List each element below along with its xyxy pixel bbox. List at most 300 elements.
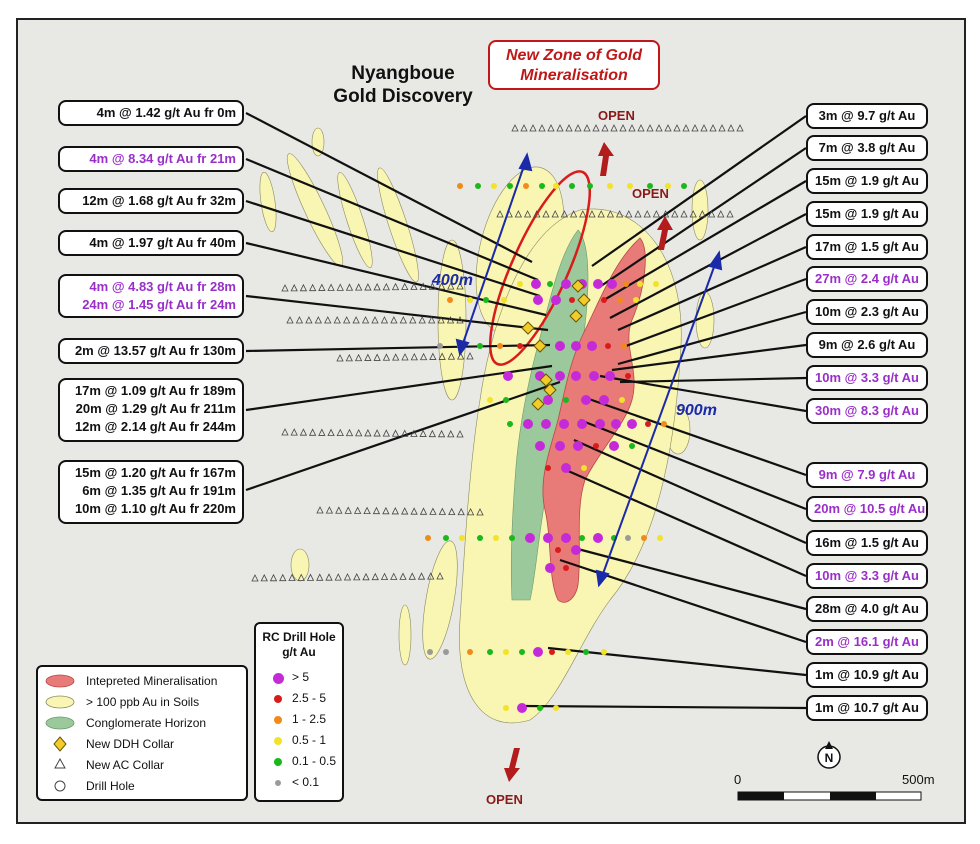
drill-hole-marker — [629, 443, 635, 449]
rc-drill-legend — [254, 622, 344, 802]
intercept-text: 17m @ 1.5 g/t Au — [815, 239, 919, 254]
drill-hole-marker — [425, 535, 431, 541]
drill-hole-marker — [565, 649, 571, 655]
drill-hole-marker — [593, 533, 603, 543]
drill-hole-marker — [555, 547, 561, 553]
drill-hole-marker — [555, 371, 565, 381]
ac-collar-marker — [383, 430, 389, 436]
north-arrow-icon — [814, 740, 844, 770]
drill-hole-marker — [547, 281, 553, 287]
ac-collar-marker — [718, 211, 724, 217]
drill-hole-marker — [483, 297, 489, 303]
ac-collar-marker — [626, 211, 632, 217]
ac-collar-marker — [393, 354, 399, 360]
drill-hole-marker — [543, 533, 553, 543]
drill-hole-marker — [491, 183, 497, 189]
intercept-text: 15m @ 1.9 g/t Au — [815, 206, 919, 221]
soil-anomaly — [280, 150, 351, 271]
drill-hole-marker — [579, 535, 585, 541]
ac-collar-marker — [337, 430, 343, 436]
ac-collar-marker — [512, 125, 518, 131]
drill-hole-marker — [459, 535, 465, 541]
ac-collar-marker — [363, 317, 369, 323]
ac-collar-marker — [727, 211, 733, 217]
arrowhead — [710, 253, 721, 269]
new-zone-callout — [488, 40, 660, 90]
left-intercept-label — [58, 378, 244, 442]
scale-start: 0 — [734, 772, 742, 787]
ac-collar-marker — [383, 284, 389, 290]
intercept-text: 17m @ 1.09 g/t Au fr 189m — [74, 383, 236, 398]
ac-collar-marker — [365, 355, 371, 361]
ac-collar-marker — [448, 431, 454, 437]
drill-hole-marker — [605, 343, 611, 349]
right-intercept-label — [806, 332, 928, 358]
intercept-text: 10m @ 1.10 g/t Au fr 220m — [74, 501, 236, 516]
drill-hole-marker — [447, 297, 453, 303]
soil-anomaly — [399, 605, 411, 665]
rc-legend-dot — [273, 673, 284, 684]
open-arrow-north-1 — [598, 142, 614, 176]
ac-collar-marker — [356, 430, 362, 436]
ac-collar-marker — [391, 574, 397, 580]
intercept-text: 2m @ 16.1 g/t Au — [815, 634, 919, 649]
circle-icon — [55, 781, 65, 791]
intercept-text: 16m @ 1.5 g/t Au — [815, 535, 919, 550]
ac-collar-marker — [665, 125, 671, 131]
map-legend — [36, 665, 248, 801]
drill-hole-marker — [507, 183, 513, 189]
drill-hole-marker — [645, 421, 651, 427]
drill-hole-marker — [533, 295, 543, 305]
drill-hole-marker — [601, 649, 607, 655]
ac-collar-marker — [402, 508, 408, 514]
drill-hole-marker — [593, 443, 599, 449]
ac-collar-marker — [728, 125, 734, 131]
ac-collar-marker — [374, 430, 380, 436]
drill-hole-marker — [427, 649, 433, 655]
ac-collar-marker — [355, 507, 361, 513]
drill-hole-marker — [623, 281, 629, 287]
drill-hole-marker — [607, 279, 617, 289]
ac-collar-marker — [365, 430, 371, 436]
ac-collar-marker — [458, 509, 464, 515]
legend-label: Drill Hole — [86, 779, 135, 793]
drill-hole-marker — [443, 535, 449, 541]
rc-legend-dot — [274, 737, 282, 745]
drill-hole-marker — [523, 419, 533, 429]
ac-collar-marker — [337, 284, 343, 290]
ac-collar-marker — [317, 507, 323, 513]
intercept-text: 9m @ 7.9 g/t Au — [818, 467, 916, 482]
map-title — [318, 62, 488, 108]
drill-hole-marker — [573, 441, 583, 451]
ac-collar-marker — [319, 429, 325, 435]
right-intercept-label — [806, 234, 928, 260]
open-label-3: OPEN — [486, 792, 523, 807]
ac-collar-marker — [306, 317, 312, 323]
distance-label-400: 400m — [432, 272, 473, 289]
drill-hole-marker — [487, 397, 493, 403]
ac-collar-marker — [326, 574, 332, 580]
drill-hole-marker — [637, 281, 643, 287]
right-intercept-label — [806, 496, 928, 522]
ac-collar-marker — [261, 575, 267, 581]
drill-hole-marker — [477, 343, 483, 349]
soil-anomaly — [257, 171, 279, 232]
drill-hole-marker — [607, 183, 613, 189]
drill-hole-marker — [595, 419, 605, 429]
legend-label: New DDH Collar — [86, 737, 175, 751]
right-intercept-label — [806, 662, 928, 688]
leader-line — [598, 148, 806, 288]
ac-collar-marker — [439, 431, 445, 437]
ac-collar-marker — [647, 125, 653, 131]
drill-hole-marker — [497, 343, 503, 349]
ac-collar-marker — [287, 317, 293, 323]
drill-hole-marker — [681, 183, 687, 189]
right-intercept-label — [806, 201, 928, 227]
intercept-text: 28m @ 4.0 g/t Au — [815, 601, 919, 616]
soil-anomaly — [416, 538, 464, 661]
ac-collar-marker — [449, 509, 455, 515]
ac-collar-marker — [346, 430, 352, 436]
drill-hole-marker — [587, 341, 597, 351]
drill-hole-marker — [545, 465, 551, 471]
ac-collar-marker — [683, 125, 689, 131]
ac-collar-marker — [383, 354, 389, 360]
intercept-text: 4m @ 1.42 g/t Au fr 0m — [96, 105, 236, 120]
drill-hole-marker — [467, 649, 473, 655]
drill-hole-marker — [563, 565, 569, 571]
ac-collar-marker — [467, 353, 473, 359]
ac-collar-marker — [410, 317, 416, 323]
intercept-text: 12m @ 2.14 g/t Au fr 244m — [74, 419, 236, 434]
ac-collar-marker — [319, 285, 325, 291]
ac-collar-marker — [365, 284, 371, 290]
drill-hole-marker — [587, 183, 593, 189]
ac-collar-marker — [337, 355, 343, 361]
intercept-text: 4m @ 8.34 g/t Au fr 21m — [89, 151, 236, 166]
intercept-text: 15m @ 1.9 g/t Au — [815, 173, 919, 188]
drill-hole-marker — [571, 545, 581, 555]
ac-collar-marker — [356, 355, 362, 361]
ac-collar-marker — [681, 211, 687, 217]
drill-hole-marker — [627, 419, 637, 429]
ac-collar-marker — [317, 574, 323, 580]
ac-collar-marker — [419, 573, 425, 579]
intercept-text: 10m @ 3.3 g/t Au — [815, 568, 919, 583]
ac-collar-marker — [328, 430, 334, 436]
drill-hole-marker — [657, 535, 663, 541]
legend-label: New AC Collar — [86, 758, 165, 772]
ac-collar-marker — [429, 431, 435, 437]
ac-collar-marker — [310, 429, 316, 435]
right-intercept-label — [806, 266, 928, 292]
right-intercept-label — [806, 398, 928, 424]
drill-hole-marker — [571, 371, 581, 381]
drill-hole-marker — [563, 397, 569, 403]
ac-collar-marker — [400, 573, 406, 579]
rc-legend-label: 2.5 - 5 — [292, 691, 327, 705]
conglomerate-symbol — [46, 717, 74, 729]
right-intercept-label — [806, 695, 928, 721]
new-zone-line1: New Zone of Gold — [506, 47, 642, 64]
ac-collar-marker — [356, 284, 362, 290]
rc-legend-dot — [275, 780, 281, 786]
drill-hole-marker — [541, 419, 551, 429]
drill-hole-marker — [487, 649, 493, 655]
ac-collar-marker — [710, 125, 716, 131]
ac-collar-marker — [674, 125, 680, 131]
drill-hole-marker — [653, 281, 659, 287]
right-intercept-label — [806, 135, 928, 161]
drill-hole-marker — [553, 705, 559, 711]
drill-hole-marker — [551, 295, 561, 305]
drill-hole-marker — [477, 535, 483, 541]
left-intercept-label — [58, 274, 244, 318]
ac-collar-marker — [300, 285, 306, 291]
ac-collar-marker — [345, 507, 351, 513]
rc-legend-title: RC Drill Hole — [262, 630, 336, 644]
intercept-text: 27m @ 2.4 g/t Au — [815, 271, 919, 286]
drill-hole-marker — [583, 649, 589, 655]
ac-collar-marker — [363, 574, 369, 580]
ac-collar-marker — [325, 317, 331, 323]
right-intercept-label — [806, 629, 928, 655]
ac-collar-marker — [692, 125, 698, 131]
drill-hole-marker — [523, 183, 529, 189]
left-intercept-label — [58, 460, 244, 524]
ac-collar-marker — [282, 429, 288, 435]
right-intercept-label — [806, 365, 928, 391]
drill-hole-marker — [633, 297, 639, 303]
ac-collar-marker — [271, 575, 277, 581]
intercept-text: 1m @ 10.9 g/t Au — [815, 667, 919, 682]
ac-collar-marker — [653, 211, 659, 217]
drill-hole-marker — [503, 705, 509, 711]
ac-collar-marker — [393, 430, 399, 436]
intercept-text: 15m @ 1.20 g/t Au fr 167m — [74, 465, 236, 480]
scale-bar — [738, 792, 921, 800]
intercept-text: 12m @ 1.68 g/t Au fr 32m — [82, 193, 236, 208]
ac-collar-marker — [701, 125, 707, 131]
drill-hole-marker — [533, 647, 543, 657]
left-intercept-label — [58, 188, 244, 214]
new-zone-line2: Mineralisation — [520, 67, 628, 84]
ac-collar-marker — [602, 125, 608, 131]
left-intercept-label — [58, 338, 244, 364]
ac-collar-marker — [430, 354, 436, 360]
drill-hole-marker — [525, 533, 535, 543]
right-intercept-label — [806, 103, 928, 129]
drill-hole-marker — [503, 649, 509, 655]
drill-hole-marker — [561, 279, 571, 289]
intercept-text: 9m @ 2.6 g/t Au — [818, 337, 916, 352]
drill-hole-marker — [507, 421, 513, 427]
drill-hole-marker — [517, 281, 523, 287]
drill-hole-marker — [581, 395, 591, 405]
drill-hole-marker — [569, 297, 575, 303]
distance-label-900: 900m — [676, 402, 717, 419]
drill-hole-marker — [619, 397, 625, 403]
intercept-text: 10m @ 2.3 g/t Au — [815, 304, 919, 319]
legend-label: Conglomerate Horizon — [86, 716, 207, 730]
ac-collar-marker — [282, 285, 288, 291]
ac-collar-marker — [374, 284, 380, 290]
drill-hole-marker — [621, 343, 627, 349]
ac-collar-marker — [383, 508, 389, 514]
drill-hole-marker — [517, 343, 523, 349]
scale-end: 500m — [902, 772, 935, 787]
ac-collar-marker — [354, 574, 360, 580]
ac-collar-marker — [336, 507, 342, 513]
drill-hole-marker — [581, 465, 587, 471]
ac-collar-marker — [638, 125, 644, 131]
drill-hole-marker — [617, 297, 623, 303]
title-line2: Gold Discovery — [333, 86, 473, 107]
right-intercept-label — [806, 299, 928, 325]
ac-collar-marker — [402, 284, 408, 290]
ac-collar-marker — [575, 125, 581, 131]
ac-collar-marker — [411, 354, 417, 360]
ac-collar-marker — [374, 354, 380, 360]
ac-collar-marker — [620, 125, 626, 131]
intercept-text: 6m @ 1.35 g/t Au fr 191m — [82, 483, 236, 498]
open-label-1: OPEN — [598, 108, 635, 123]
open-arrow-south — [504, 748, 520, 782]
intercept-text: 20m @ 1.29 g/t Au fr 211m — [75, 401, 236, 416]
drill-hole-marker — [535, 441, 545, 451]
intercept-text: 20m @ 10.5 g/t Au — [814, 501, 926, 516]
ac-collar-marker — [530, 125, 536, 131]
ac-collar-marker — [296, 317, 302, 323]
rc-legend-label: 1 - 2.5 — [292, 712, 327, 726]
drill-hole-marker — [531, 279, 541, 289]
drill-hole-marker — [503, 397, 509, 403]
rc-legend-label: < 0.1 — [292, 775, 320, 789]
ac-collar-marker — [345, 574, 351, 580]
ac-collar-marker — [421, 354, 427, 360]
drill-hole-marker — [543, 395, 553, 405]
rc-legend-dot — [274, 716, 282, 724]
ac-collar-marker — [373, 508, 379, 514]
rc-legend-unit: g/t Au — [282, 645, 316, 659]
ac-collar-marker — [557, 125, 563, 131]
legend-label: > 100 ppb Au in Soils — [86, 695, 200, 709]
drill-hole-marker — [561, 463, 571, 473]
right-intercept-label — [806, 530, 928, 556]
ac-collar-marker — [353, 317, 359, 323]
drill-hole-marker — [569, 183, 575, 189]
ac-collar-marker — [656, 125, 662, 131]
ac-collar-marker — [521, 125, 527, 131]
drill-hole-marker — [605, 371, 615, 381]
arrowhead — [520, 155, 531, 170]
drill-hole-marker — [599, 395, 609, 405]
ac-collar-marker — [409, 573, 415, 579]
drill-hole-marker — [509, 535, 515, 541]
drill-hole-marker — [443, 649, 449, 655]
drill-hole-marker — [571, 341, 581, 351]
drill-hole-marker — [577, 419, 587, 429]
left-intercept-label — [58, 230, 244, 256]
right-intercept-label — [806, 168, 928, 194]
ac-collar-marker — [291, 429, 297, 435]
ac-collar-marker — [300, 429, 306, 435]
intercept-text: 7m @ 3.8 g/t Au — [818, 140, 916, 155]
ac-collar-marker — [719, 125, 725, 131]
drill-hole-marker — [555, 441, 565, 451]
ac-collar-marker — [400, 317, 406, 323]
ac-collar-marker — [548, 125, 554, 131]
drill-hole-marker — [501, 297, 507, 303]
open-arrow-north-2 — [657, 216, 673, 250]
ac-collar-marker — [346, 355, 352, 361]
ac-collar-marker — [439, 509, 445, 515]
drill-hole-marker — [517, 703, 527, 713]
intercept-text: 4m @ 4.83 g/t Au fr 28m — [89, 279, 236, 294]
ac-collar-marker — [672, 211, 678, 217]
intercept-text: 3m @ 9.7 g/t Au — [818, 108, 916, 123]
rc-legend-dot — [274, 695, 282, 703]
ac-collar-marker — [402, 354, 408, 360]
ac-collar-marker — [611, 125, 617, 131]
drill-hole-marker — [611, 419, 621, 429]
ac-collar-marker — [344, 317, 350, 323]
ac-collar-marker — [391, 317, 397, 323]
ac-collar-marker — [430, 508, 436, 514]
drill-hole-marker — [661, 421, 667, 427]
ac-collar-marker — [372, 574, 378, 580]
ac-collar-marker — [420, 431, 426, 437]
ac-collar-marker — [539, 125, 545, 131]
drill-hole-marker — [625, 535, 631, 541]
legend-label: Intepreted Mineralisation — [86, 674, 218, 688]
rc-legend-label: 0.1 - 0.5 — [292, 754, 337, 768]
intercept-text: 1m @ 10.7 g/t Au — [815, 700, 919, 715]
drill-hole-marker — [601, 297, 607, 303]
drill-hole-marker — [589, 371, 599, 381]
drill-hole-marker — [503, 371, 513, 381]
ac-collar-marker — [291, 285, 297, 291]
ac-collar-marker — [381, 317, 387, 323]
ac-collar-marker — [280, 575, 286, 581]
ac-collar-marker — [326, 507, 332, 513]
intercept-text: 2m @ 13.57 g/t Au fr 130m — [74, 343, 236, 358]
ac-collar-marker — [566, 125, 572, 131]
rc-legend-label: > 5 — [292, 670, 310, 684]
ddh-diamond-icon — [54, 737, 66, 751]
ac-collar-marker — [584, 125, 590, 131]
drill-hole-marker — [437, 343, 443, 349]
ac-collar-marker — [629, 125, 635, 131]
north-letter: N — [824, 751, 834, 765]
drill-hole-marker — [493, 535, 499, 541]
ac-collar-marker — [328, 284, 334, 290]
intercept-text: 10m @ 3.3 g/t Au — [815, 370, 919, 385]
drill-hole-marker — [545, 563, 555, 573]
right-intercept-label — [806, 596, 928, 622]
ac-collar-marker — [737, 125, 743, 131]
leader-line — [246, 113, 532, 262]
drill-hole-marker — [625, 373, 631, 379]
rc-legend-label: 0.5 - 1 — [292, 733, 327, 747]
ac-collar-marker — [644, 211, 650, 217]
left-intercept-label — [58, 100, 244, 126]
drill-hole-marker — [467, 297, 473, 303]
drill-hole-marker — [537, 705, 543, 711]
